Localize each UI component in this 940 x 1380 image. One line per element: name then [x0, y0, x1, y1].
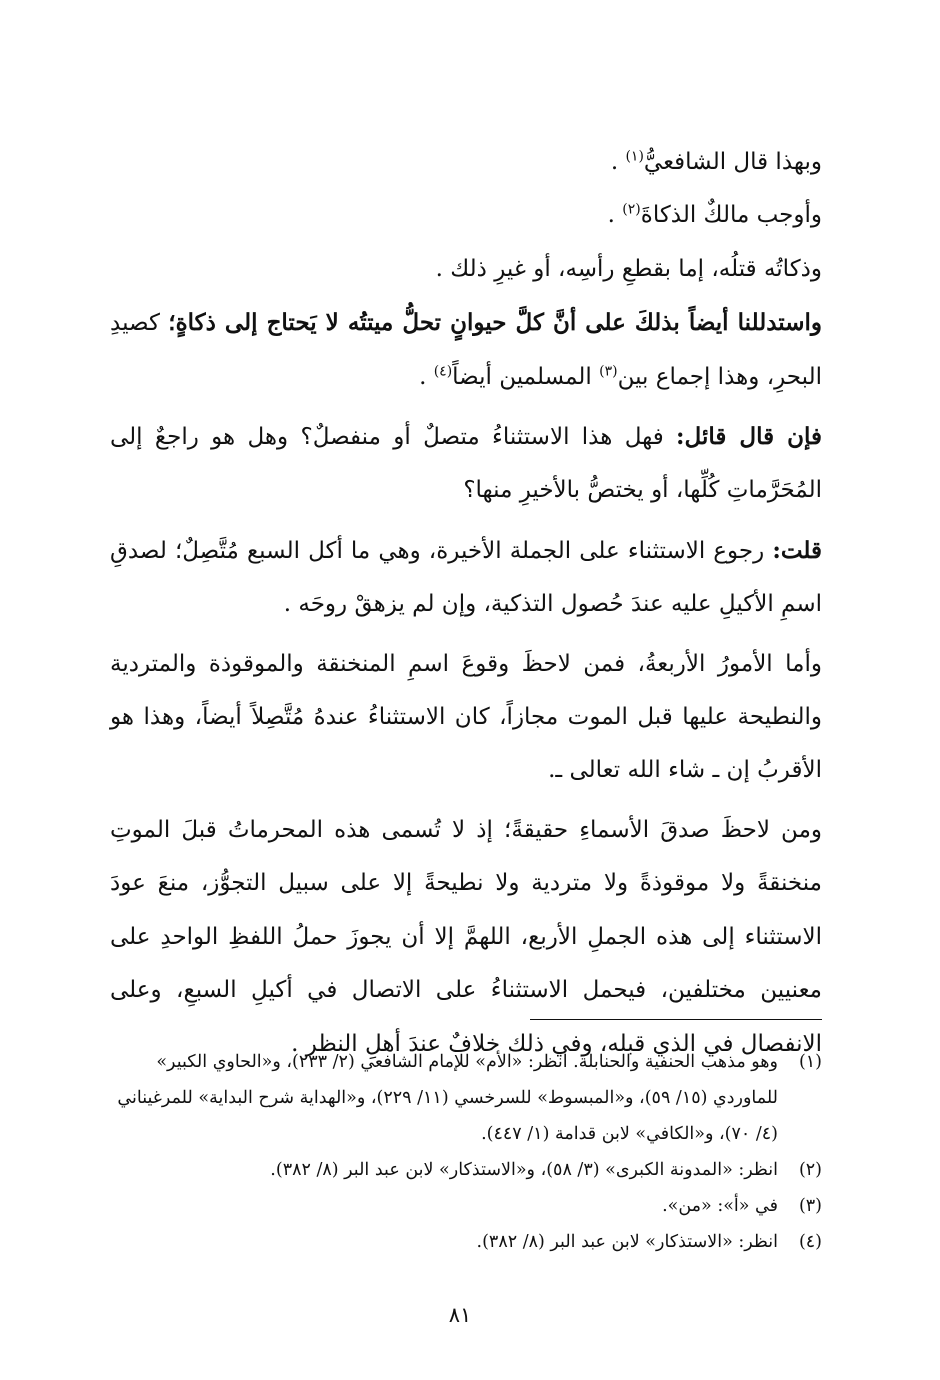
- footnote-divider: [530, 1019, 822, 1020]
- footnote-text: في «أ»: «من».: [662, 1196, 778, 1216]
- footnote-number: (٣): [798, 1196, 822, 1216]
- footnote-number: (٤): [798, 1232, 822, 1252]
- footnote-text: انظر: «المدونة الكبرى» (٣/ ٥٨)، و«الاستذكار» لابن عبد البر (٨/ ٣٨٢).: [270, 1160, 778, 1180]
- paragraph-4: واستدللنا أيضاً بذلكَ على أنَّ كلَّ حيوانٍ تحلُّ ميتتُه لا يَحتاج إلى ذكاةٍ؛ كصيدِ البحرِ، وهذا إجماع بين$^{(٣)}$ المسلمين أيضاً$^{(٤)}$ .: [110, 309, 822, 390]
- footnote-text: وهو مذهب الحنفية والحنابلة. انظر: «الأم» للإمام الشافعي (٢/ ٢٣٣)، و«الحاوي الكبير» للماوردي (١٥/ ٥٩)، و«المبسوط» للسرخسي (١١/ ٢٢٩)، و«الهداية شرح البداية» للمرغيناني (٤/ ٧٠)، و«الكافي» لابن قدامة (١/ ٤٤٧).: [117, 1052, 778, 1144]
- footnote-3: [110, 1188, 822, 1224]
- paragraph-2: وأوجب مالكٌ الذكاةَ$^{(٢)}$ .: [607, 201, 822, 229]
- main-text: [110, 136, 822, 1071]
- footnote-2: [110, 1152, 822, 1188]
- paragraph-5: فإن قال قائل: فهل هذا الاستثناءُ متصلٌ أو منفصلٌ؟ وهل هو راجعٌ إلى المُحَرَّماتِ كُلِّها، أو يختصُّ بالأخيرِ منها؟: [110, 423, 823, 504]
- paragraph-7: وأما الأمورُ الأربعةُ، فمن لاحظَ وقوعَ اسمِ المنخنقة والموقوذة والمتردية والنطيحة عليها قبل الموت مجازاً، كان الاستثناءُ عندهُ مُتَّصِلاً أيضاً، وهذا هو الأقربُ إن ـ شاء الله تعالى ـ.: [110, 650, 822, 784]
- footnote-ref-3[interactable]: (٣): [599, 362, 618, 379]
- footnote-1: [110, 1044, 822, 1152]
- paragraph-1: وبهذا قال الشافعيُّ$^{(١)}$ .: [610, 148, 822, 175]
- paragraph-6: قلت: رجوع الاستثناء على الجملة الأخيرة، وهي ما أكل السبع مُتَّصِلٌ؛ لصدقِ اسمِ الأكيلِ عليه عندَ حُصول التذكية، وإن لم يزهقْ روحَه .: [110, 536, 823, 618]
- footnote-4: [110, 1224, 822, 1260]
- footnotes: [110, 1044, 822, 1260]
- paragraph-8: ومن لاحظَ صدقَ الأسماءِ حقيقةً؛ إذ لا تُسمى هذه المحرماتُ قبلَ الموتِ منخنقةً ولا موقوذةً ولا متردية ولا نطيحةً إلا على سبيل التجوُّز، منعَ عودَ الاستثناء إلى هذه الجملِ الأربع، اللهمَّ إلا أن يجوزَ حملُ اللفظِ الواحدِ على معنيين مختلفين، فيحمل الاستثناءُ على الاتصال في أكيلِ السبعِ، وعلى الانفصال في الذي قبله، وفي ذلك خلافٌ عندَ أهلِ النظر .: [110, 816, 822, 1057]
- page-number: ٨١: [448, 1303, 472, 1327]
- footnote-text: انظر: «الاستذكار» لابن عبد البر (٨/ ٣٨٢).: [476, 1232, 778, 1252]
- footnote-number: (٢): [798, 1160, 822, 1180]
- footnote-ref-2[interactable]: (٢): [622, 201, 641, 218]
- paragraph-3: وذكاتُه قتلُه، إما بقطعِ رأسِه، أو غيرِ ذلك .: [435, 255, 822, 282]
- footnote-ref-4[interactable]: (٤): [433, 362, 453, 379]
- footnote-number: (١): [798, 1052, 822, 1072]
- footnote-ref-1[interactable]: (١): [625, 148, 644, 165]
